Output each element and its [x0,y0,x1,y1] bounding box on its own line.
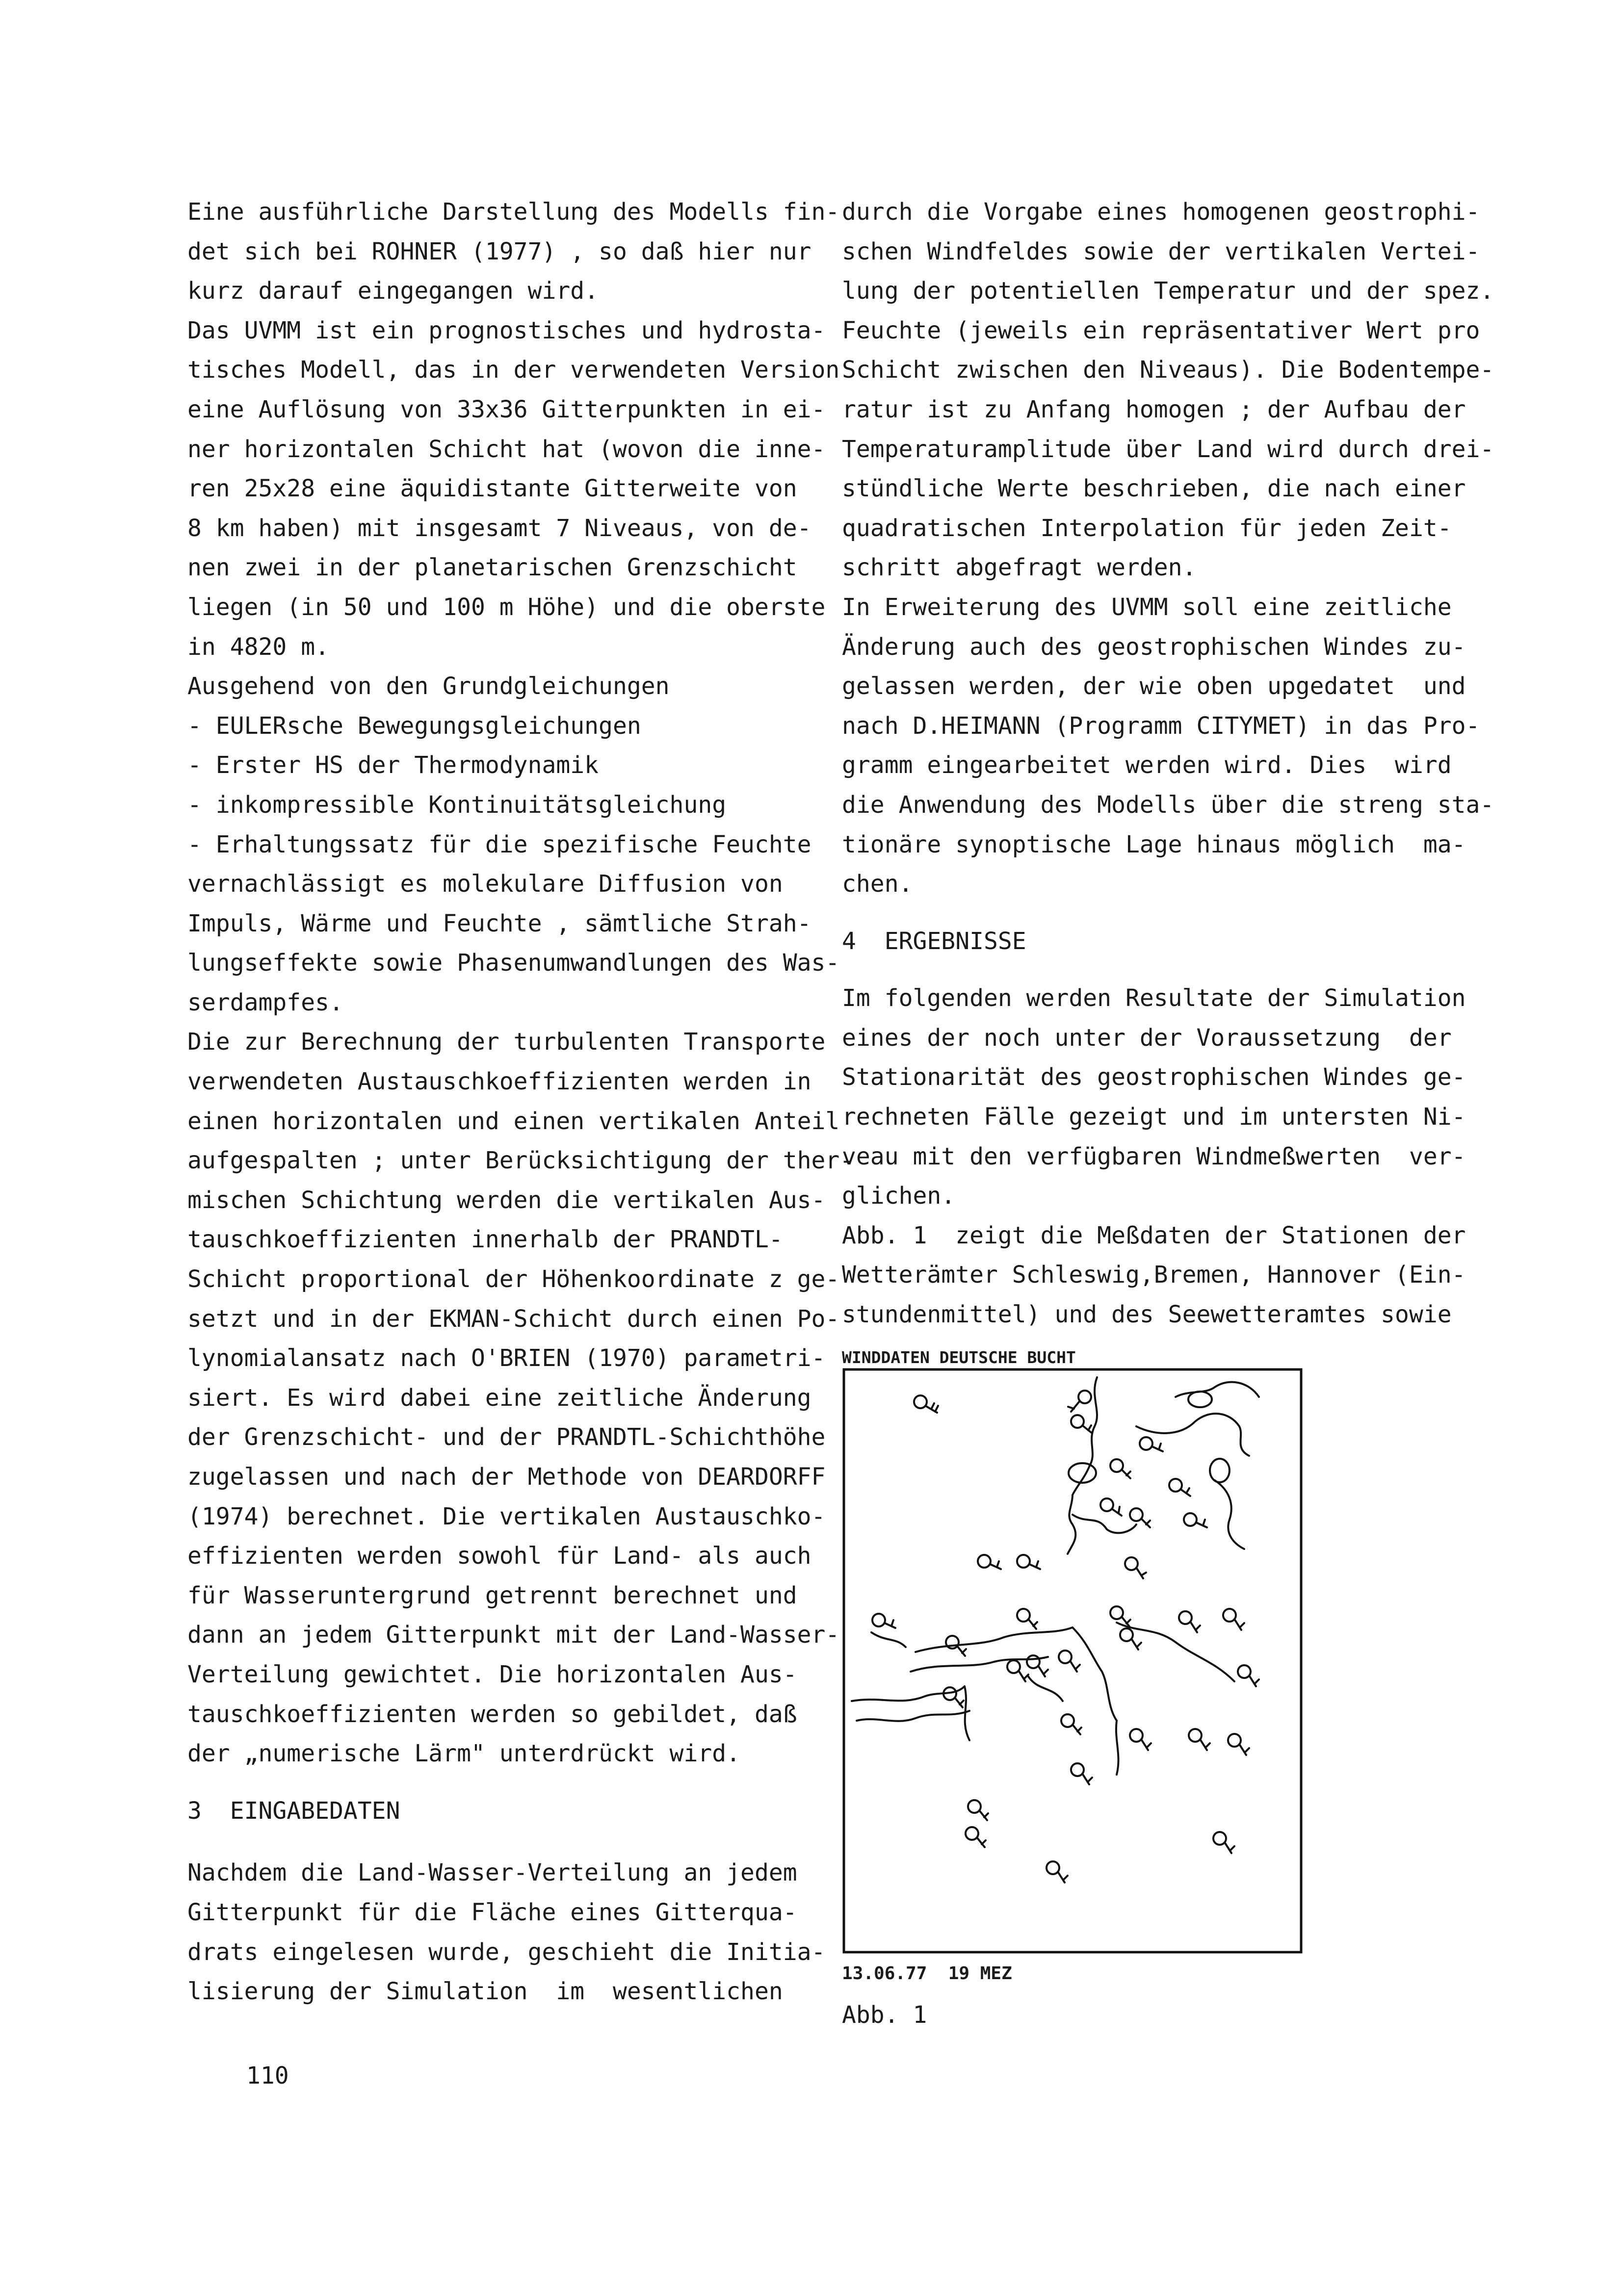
text-line: Stationarität des geostrophischen Windes ge- [842,1063,1466,1091]
list-item: - Erster HS der Thermodynamik [187,751,599,779]
text-line: effizienten werden sowohl für Land- als auch [187,1542,811,1570]
page-number: 110 [246,2062,289,2090]
section-heading-results: 4 ERGEBNISSE [842,927,1026,955]
text-line: aufgespalten ; unter Berücksichtigung der ther- [187,1147,854,1175]
text-line: kurz darauf eingegangen wird. [187,277,599,305]
list-item: - inkompressible Kontinuitätsgleichung [187,791,727,819]
text-line: serdampfes. [187,988,343,1016]
text-line: lungseffekte sowie Phasenumwandlungen des Was- [187,949,840,977]
text-line: Gitterpunkt für die Fläche eines Gitterqua- [187,1898,797,1926]
text-line: Eine ausführliche Darstellung des Modells fin- [187,198,840,226]
left-column [187,192,854,2012]
text-line: Schicht proportional der Höhenkoordinate z ge- [187,1265,840,1293]
figure-date: 13.06.77 19 MEZ [842,1963,1012,1984]
paragraph-model [187,311,845,667]
text-line: der „numerische Lärm" unterdrückt wird. [187,1740,741,1768]
text-line: chen. [842,870,913,898]
text-line: schritt abgefragt werden. [842,554,1197,582]
figure-caption: Abb. 1 [842,2001,927,2029]
text-line: dann an jedem Gitterpunkt mit der Land-Wasser- [187,1621,840,1649]
text-line: lisierung der Simulation im wesentlichen [187,1978,783,2006]
text-line: Abb. 1 zeigt die Meßdaten der Stationen der [842,1221,1466,1249]
text-line: ratur ist zu Anfang homogen ; der Aufbau der [842,395,1466,423]
text-line: gelassen werden, der wie oben upgedatet und [842,672,1466,700]
paragraph-turbulence [187,1022,854,1773]
text-line: lynomialansatz nach O'BRIEN (1970) parametri- [187,1344,826,1372]
text-line: tionäre synoptische Lage hinaus möglich ma- [842,830,1466,858]
text-line: Temperaturamplitude über Land wird durch drei- [842,435,1494,463]
text-line: Nachdem die Land-Wasser-Verteilung an jedem [187,1859,797,1887]
paragraph-input [187,1853,845,2011]
paragraph-results [842,979,1499,1216]
text-line: Feuchte (jeweils ein repräsentativer Wert pro [842,316,1480,344]
text-line: die Anwendung des Modells über die streng sta- [842,791,1494,819]
text-line: 8 km haben) mit insgesamt 7 Niveaus, von de- [187,514,811,542]
text-line: Wetterämter Schleswig,Bremen, Hannover (Ein- [842,1261,1466,1289]
text-line: in 4820 m. [187,633,329,661]
text-line: setzt und in der EKMAN-Schicht durch einen Po- [187,1305,840,1333]
text-line: eines der noch unter der Voraussetzung der [842,1024,1452,1052]
text-line: rechneten Fälle gezeigt und im untersten Ni- [842,1103,1466,1131]
text-line: (1974) berechnet. Die vertikalen Austauschko- [187,1502,826,1530]
paragraph-extension [842,588,1499,904]
text-line: tauschkoeffizienten werden so gebildet, daß [187,1700,797,1728]
text-line: Verteilung gewichtet. Die horizontalen Aus- [187,1660,797,1688]
text-line: nach D.HEIMANN (Programm CITYMET) in das Pro- [842,712,1480,740]
text-line: gramm eingearbeitet werden wird. Dies wird [842,751,1452,779]
text-line: Änderung auch des geostrophischen Windes zu- [842,633,1466,661]
list-item: - EULERsche Bewegungsgleichungen [187,712,641,740]
text-line: nen zwei in der planetarischen Grenzschicht [187,554,797,582]
paragraph-intro [187,192,845,311]
text-line: der Grenzschicht- und der PRANDTL-Schichthöhe [187,1423,826,1451]
text-line: stündliche Werte beschrieben, die nach einer [842,475,1466,503]
text-line: ner horizontalen Schicht hat (wovon die inne- [187,435,826,463]
text-line: verwendeten Austauschkoeffizienten werden in [187,1068,811,1096]
text-line: schen Windfeldes sowie der vertikalen Vertei- [842,237,1480,265]
text-line: vernachlässigt es molekulare Diffusion von [187,870,783,898]
text-line: tauschkoeffizienten innerhalb der PRANDTL- [187,1226,783,1254]
text-line: eine Auflösung von 33x36 Gitterpunkten in ei- [187,395,826,423]
list-item: - Erhaltungssatz für die spezifische Feuchte [187,830,811,858]
paragraph-equations [187,667,845,1022]
text-line: Ausgehend von den Grundgleichungen [187,672,670,700]
map-border [844,1369,1301,1952]
text-line: In Erweiterung des UVMM soll eine zeitliche [842,593,1452,621]
text-line: Impuls, Wärme und Feuchte , sämtliche Strah- [187,909,811,937]
right-column [842,192,1499,1335]
text-line: stundenmittel) und des Seewetteramtes sowie [842,1301,1452,1329]
text-line: Schicht zwischen den Niveaus). Die Bodentempe- [842,356,1494,384]
paragraph-figure-reference [842,1216,1499,1335]
text-line: det sich bei ROHNER (1977) , so daß hier nur [187,237,811,265]
section-heading-input: 3 EINGABEDATEN [187,1797,400,1825]
figure-wind-map [842,1348,1303,2035]
figure-title: WINDDATEN DEUTSCHE BUCHT [842,1348,1076,1367]
text-line: einen horizontalen und einen vertikalen Anteil [187,1107,840,1135]
text-line: Das UVMM ist ein prognostisches und hydrosta- [187,316,826,344]
text-line: liegen (in 50 und 100 m Höhe) und die oberste [187,593,826,621]
text-line: Im folgenden werden Resultate der Simulation [842,984,1466,1012]
text-line: mischen Schichtung werden die vertikalen Aus- [187,1186,826,1214]
text-line: siert. Es wird dabei eine zeitliche Änderung [187,1384,811,1412]
wind-map-frame [842,1367,1303,1954]
text-line: quadratischen Interpolation für jeden Zeit- [842,514,1452,542]
text-line: veau mit den verfügbaren Windmeßwerten ver- [842,1142,1466,1170]
text-line: glichen. [842,1182,956,1210]
text-line: durch die Vorgabe eines homogenen geostrophi- [842,198,1480,226]
text-line: tisches Modell, das in der verwendeten Version [187,356,840,384]
text-line: Die zur Berechnung der turbulenten Transporte [187,1028,826,1056]
text-line: ren 25x28 eine äquidistante Gitterweite von [187,475,797,503]
paragraph-continuation [842,192,1499,588]
text-line: lung der potentiellen Temperatur und der spez. [842,277,1494,305]
text-line: zugelassen und nach der Methode von DEARDORFF [187,1463,826,1491]
text-line: für Wasseruntergrund getrennt berechnet und [187,1581,797,1609]
text-line: drats eingelesen wurde, geschieht die Initia- [187,1938,826,1966]
